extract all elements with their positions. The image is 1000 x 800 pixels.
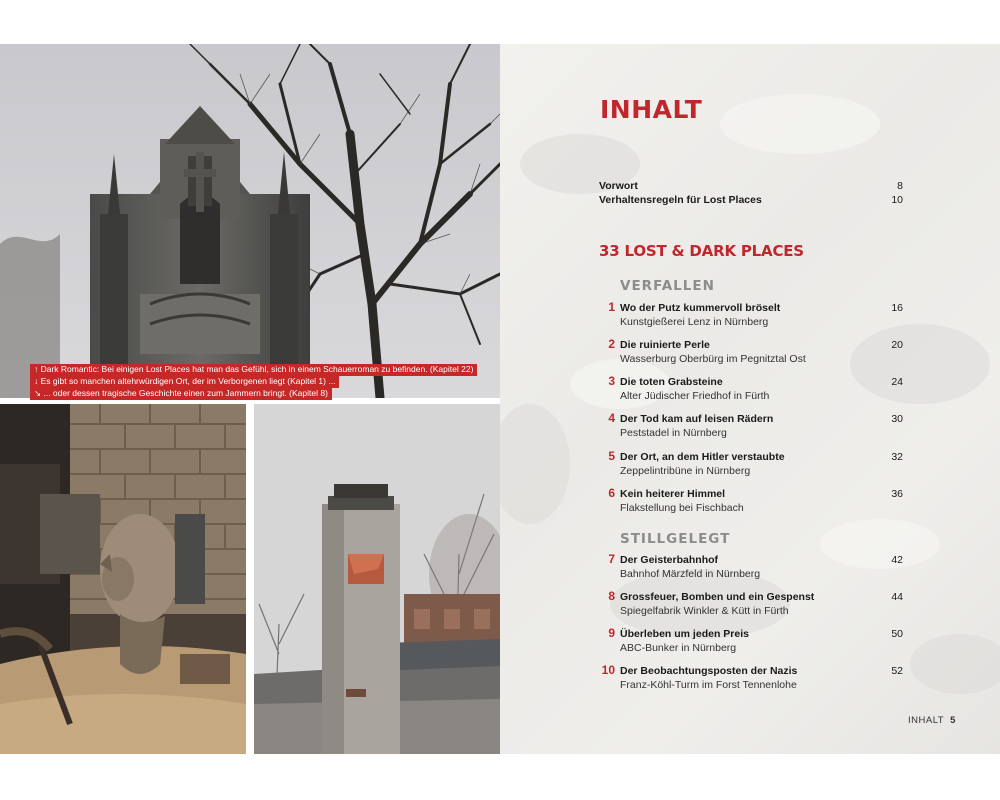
entry-page: 42 <box>891 554 903 566</box>
entry-title: Der Tod kam auf leisen Rädern <box>620 413 774 425</box>
entry-subtitle: Alter Jüdischer Friedhof in Fürth <box>620 390 770 402</box>
front-matter-row <box>599 194 903 208</box>
chimney-photo <box>254 404 500 754</box>
caption-bottom-left: ↓ Es gibt so manchen altehrwürdigen Ort, der im Verborgenen liegt (Kapitel 1) ... <box>30 376 339 388</box>
entry-number: 9 <box>608 626 615 640</box>
toc-entry <box>595 376 903 406</box>
page-number: 5 <box>950 715 956 726</box>
front-matter-page: 10 <box>891 194 903 206</box>
entry-title: Kein heiterer Himmel <box>620 488 726 500</box>
entry-subtitle: Wasserburg Oberbürg im Pegnitztal Ost <box>620 353 806 365</box>
entry-page: 52 <box>891 665 903 677</box>
entry-number: 8 <box>608 589 615 603</box>
toc-entry <box>595 628 903 658</box>
entry-subtitle: Bahnhof Märzfeld in Nürnberg <box>620 568 761 580</box>
entry-page: 30 <box>891 413 903 425</box>
front-matter-row <box>599 180 903 194</box>
entry-subtitle: Spiegelfabrik Winkler & Kütt in Fürth <box>620 605 789 617</box>
entry-number: 10 <box>601 663 615 677</box>
photo-page <box>0 44 500 754</box>
entry-number: 5 <box>608 449 615 463</box>
section-title: 33 LOST & DARK PLACES <box>599 242 804 260</box>
foundry-photo <box>0 404 246 754</box>
entry-title: Überleben um jeden Preis <box>620 628 749 640</box>
caption-top: ↑ Dark Romantic: Bei einigen Lost Places hat man das Gefühl, sich in einem Schauerroman zu befinden. (Kapitel 22) <box>30 364 477 376</box>
entry-page: 44 <box>891 591 903 603</box>
footer-label: INHALT <box>908 715 945 726</box>
toc-entry <box>595 339 903 369</box>
entry-page: 16 <box>891 302 903 314</box>
entry-page: 50 <box>891 628 903 640</box>
entry-page: 24 <box>891 376 903 388</box>
entry-title: Der Beobachtungsposten der Nazis <box>620 665 798 677</box>
toc-entry <box>595 451 903 481</box>
entry-number: 2 <box>608 337 615 351</box>
toc-entry <box>595 665 903 695</box>
tombstone-photo <box>0 44 500 398</box>
entry-title: Die toten Grabsteine <box>620 376 723 388</box>
toc-entry <box>595 302 903 332</box>
entry-number: 6 <box>608 486 615 500</box>
toc-page <box>500 44 1000 754</box>
caption-bottom-right: ↘ ... oder dessen tragische Geschichte einen zum Jammern bringt. (Kapitel 8) <box>30 388 332 400</box>
entry-subtitle: Zeppelintribüne in Nürnberg <box>620 465 751 477</box>
entry-title: Grossfeuer, Bomben und ein Gespenst <box>620 591 815 603</box>
entry-subtitle: ABC-Bunker in Nürnberg <box>620 642 737 654</box>
category-heading: STILLGELEGT <box>620 531 731 547</box>
page-footer <box>908 715 956 726</box>
front-matter-title: Vorwort <box>599 180 638 192</box>
entry-page: 20 <box>891 339 903 351</box>
toc-entry <box>595 488 903 518</box>
entry-number: 7 <box>608 552 615 566</box>
toc-entry <box>595 413 903 443</box>
toc-title: INHALT <box>600 95 703 124</box>
entry-subtitle: Peststadel in Nürnberg <box>620 427 727 439</box>
entry-number: 4 <box>608 411 615 425</box>
entry-number: 1 <box>608 300 615 314</box>
entry-subtitle: Kunstgießerei Lenz in Nürnberg <box>620 316 769 328</box>
entry-page: 36 <box>891 488 903 500</box>
category-heading: VERFALLEN <box>620 278 715 294</box>
entry-title: Die ruinierte Perle <box>620 339 710 351</box>
front-matter-page: 8 <box>897 180 903 192</box>
toc-entry <box>595 554 903 584</box>
entry-number: 3 <box>608 374 615 388</box>
toc-entry <box>595 591 903 621</box>
entry-title: Der Ort, an dem Hitler verstaubte <box>620 451 785 463</box>
entry-subtitle: Flakstellung bei Fischbach <box>620 502 744 514</box>
photo-captions <box>30 364 477 400</box>
entry-subtitle: Franz-Köhl-Turm im Forst Tennenlohe <box>620 679 797 691</box>
book-spread <box>0 44 1000 754</box>
entry-page: 32 <box>891 451 903 463</box>
entry-title: Wo der Putz kummervoll bröselt <box>620 302 781 314</box>
entry-title: Der Geisterbahnhof <box>620 554 719 566</box>
front-matter-title: Verhaltensregeln für Lost Places <box>599 194 762 206</box>
